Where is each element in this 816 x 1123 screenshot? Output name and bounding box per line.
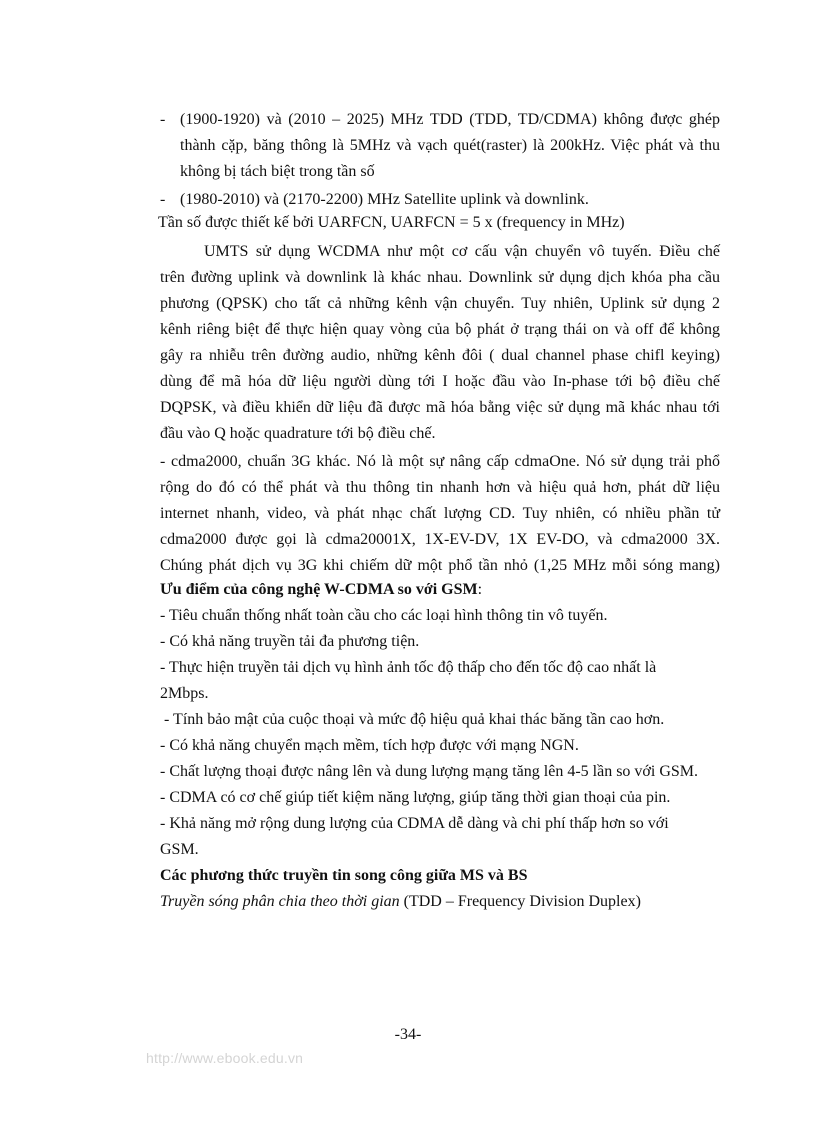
- paragraph-line: [160, 504, 720, 524]
- paragraph-text: phương (QPSK) cho tất cả những kênh vận chuyển. Tuy nhiên, Uplink sử dụng 2: [160, 295, 720, 312]
- paragraph-line: [160, 372, 720, 392]
- paragraph-text: kênh riêng biệt để thực hiện quay vòng của bộ phát ở trạng thái on và off để không: [160, 321, 720, 338]
- bullet-continuation: [180, 162, 375, 182]
- paragraph-line: [204, 242, 720, 262]
- heading-text: Ưu điểm của công nghệ W-CDMA so với GSM: [160, 581, 478, 598]
- advantage-item: - Khả năng mở rộng dung lượng của CDMA dễ dàng và chi phí thấp hơn so với: [160, 815, 669, 832]
- paragraph-line: [160, 398, 720, 418]
- paragraph-text: gây ra nhiễu trên đường audio, những kênh đôi ( dual channel phase chifl keying): [160, 347, 720, 364]
- paragraph-line: [160, 556, 720, 576]
- advantage-item: - Có khả năng truyền tải đa phương tiện.: [160, 633, 420, 650]
- advantage-item: - CDMA có cơ chế giúp tiết kiệm năng lượng, giúp tăng thời gian thoại của pin.: [160, 789, 671, 806]
- advantage-item: - Tính bảo mật của cuộc thoại và mức độ hiệu quả khai thác băng tần cao hơn.: [160, 711, 665, 728]
- paragraph-text: UMTS sử dụng WCDMA như một cơ cấu vận chuyển vô tuyến. Điều chế: [204, 243, 720, 260]
- paragraph-line: [160, 478, 720, 498]
- paragraph-line: [160, 294, 720, 314]
- paragraph-line: [160, 530, 720, 550]
- tdd-plain-text: (TDD – Frequency Division Duplex): [399, 893, 641, 910]
- advantage-item: - Có khả năng chuyển mạch mềm, tích hợp được với mạng NGN.: [160, 737, 579, 754]
- advantage-item: - Chất lượng thoại được nâng lên và dung lượng mạng tăng lên 4-5 lần so với GSM.: [160, 763, 699, 780]
- page-number: -34-: [394, 1026, 422, 1043]
- paragraph-line: [160, 320, 720, 340]
- bullet-dash: -: [160, 111, 166, 128]
- section-heading: Các phương thức truyền tin song công giữa MS và BS: [160, 867, 528, 884]
- tdd-italic-text: Truyền sóng phân chia theo thời gian: [160, 893, 400, 910]
- bullet-dash: -: [160, 191, 166, 208]
- paragraph-text: DQPSK, và điều khiển dữ liệu đã được mã hóa bằng việc sử dụng mã khác nhau tới: [160, 399, 720, 416]
- paragraph-text: - cdma2000, chuẩn 3G khác. Nó là một sự nâng cấp cdmaOne. Nó sử dụng trải phổ: [160, 453, 720, 470]
- heading-suffix: :: [477, 581, 483, 598]
- uarfcn-line: Tần số được thiết kế bởi UARFCN, UARFCN = 5 x (frequency in MHz): [158, 214, 625, 231]
- section-heading: [160, 580, 482, 600]
- paragraph-text: rộng do đó có thể phát và thu thông tin nhanh hơn và hiệu quả hơn, phát dữ liệu: [160, 479, 720, 496]
- tdd-line: [160, 892, 641, 912]
- paragraph-line: [160, 452, 720, 472]
- bullet-line: thành cặp, băng thông là 5MHz và vạch quét(raster) là 200kHz. Việc phát và thu: [180, 137, 720, 154]
- paragraph-text: internet nhanh, video, và phát nhạc chất lượng CD. Tuy nhiên, có nhiều phần tử: [160, 505, 720, 522]
- paragraph-text: cdma2000 được gọi là cdma20001X, 1X-EV-DV, 1X EV-DO, và cdma2000 3X.: [160, 531, 720, 548]
- paragraph-line: [160, 268, 720, 288]
- advantage-item: - Tiêu chuẩn thống nhất toàn cầu cho các loại hình thông tin vô tuyến.: [160, 607, 608, 624]
- bullet-line: (1900-1920) và (2010 – 2025) MHz TDD (TDD, TD/CDMA) không được ghép: [180, 111, 720, 128]
- advantage-item: - Thực hiện truyền tải dịch vụ hình ảnh tốc độ thấp cho đến tốc độ cao nhất là: [160, 659, 657, 676]
- paragraph-text: đầu vào Q hoặc quadrature tới bộ điều chế.: [160, 425, 436, 442]
- watermark-url: http://www.ebook.edu.vn: [146, 1050, 304, 1066]
- advantage-item: 2Mbps.: [160, 685, 209, 702]
- paragraph-text: Chúng phát dịch vụ 3G khi chiếm dữ một phổ tần nhỏ (1,25 MHz mỗi sóng mang): [160, 557, 720, 574]
- paragraph-line: [160, 346, 720, 366]
- advantage-item: GSM.: [160, 841, 199, 858]
- bullet-line: (1980-2010) và (2170-2200) MHz Satellite uplink và downlink.: [180, 191, 589, 208]
- bullet-continuation: [180, 136, 720, 156]
- bullet-line: không bị tách biệt trong tần số: [180, 163, 375, 180]
- paragraph-text: trên đường uplink và downlink là khác nhau. Downlink sử dụng dịch khóa pha cầu: [160, 269, 720, 286]
- paragraph-text: dùng để mã hóa dữ liệu người dùng tới I hoặc đầu vào In-phase tới bộ điều chế: [160, 373, 720, 390]
- paragraph-line: [160, 424, 435, 444]
